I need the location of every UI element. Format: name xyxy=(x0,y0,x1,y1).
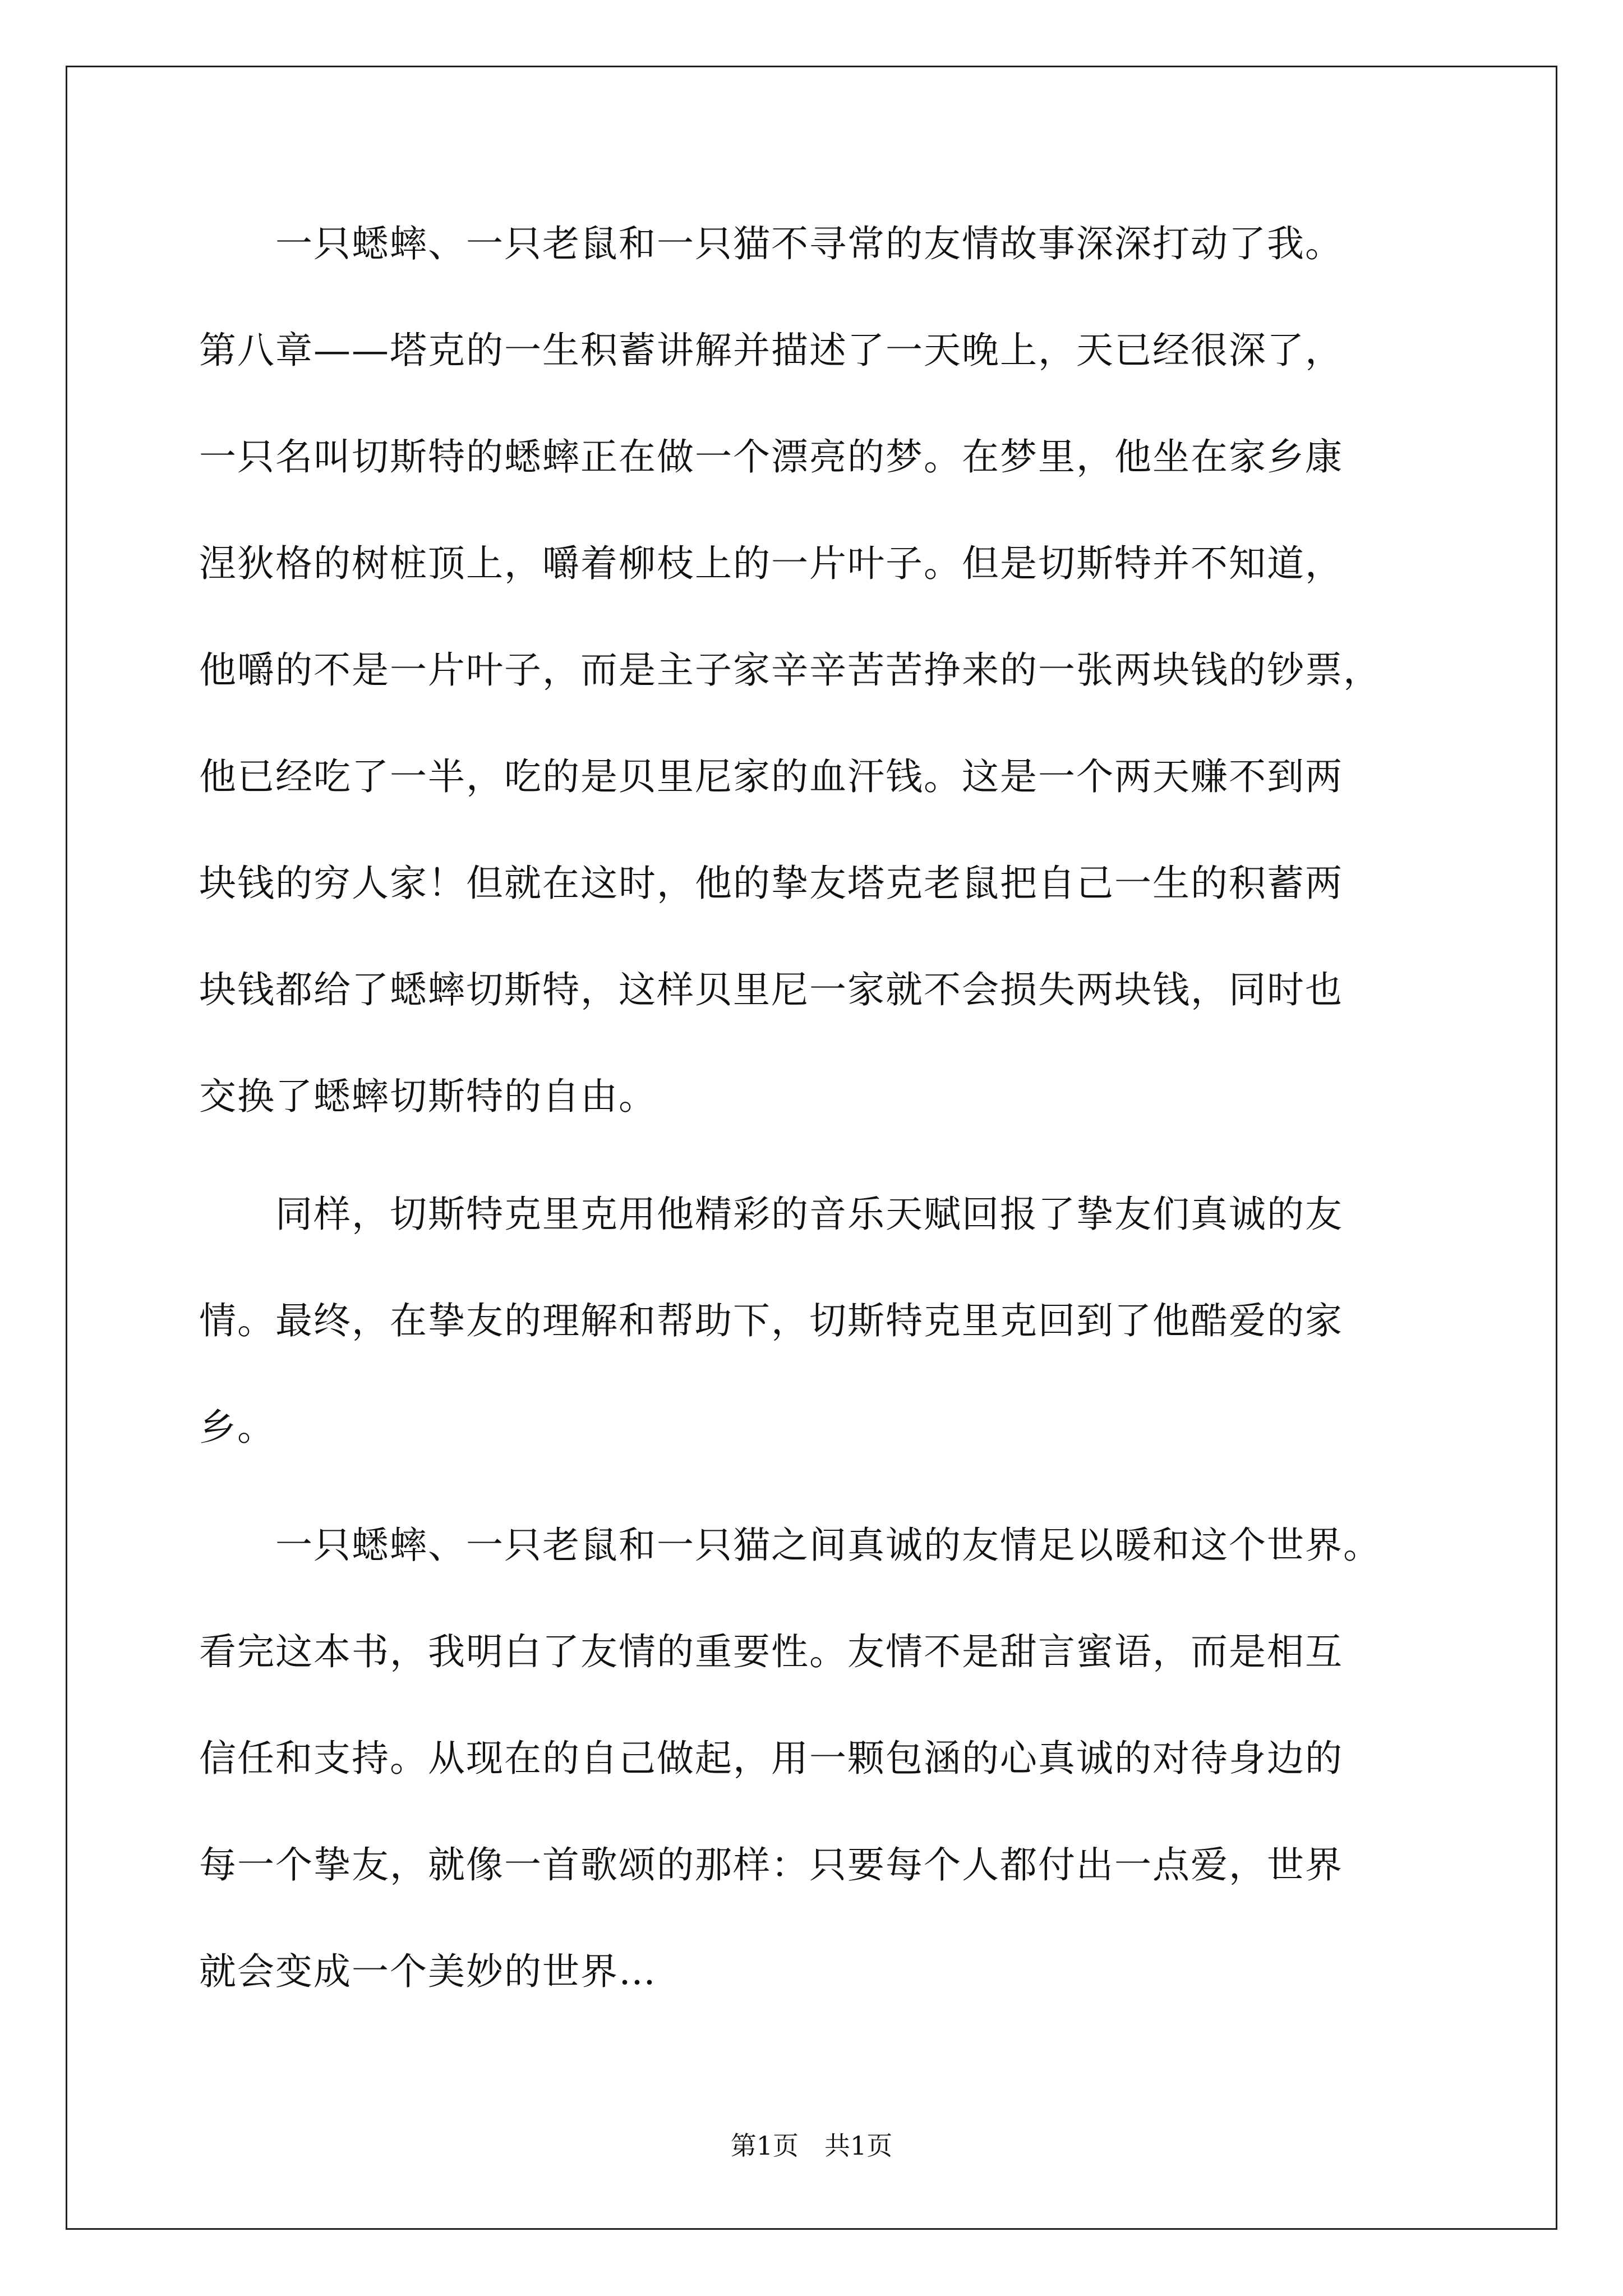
text-line: 交换了蟋蟀切斯特的自由。 xyxy=(199,1075,657,1118)
text-line: 他嚼的不是一片叶子，而是主子家辛辛苦苦挣来的一张两块钱的钞票， xyxy=(199,648,1381,692)
text-line: 乡。 xyxy=(199,1406,275,1449)
text-line: 一只名叫切斯特的蟋蟀正在做一个漂亮的梦。在梦里，他坐在家乡康 xyxy=(199,435,1343,478)
text-line: 一只蟋蟀、一只老鼠和一只猫之间真诚的友情足以暖和这个世界。 xyxy=(199,1524,1381,1567)
page-border xyxy=(66,66,1557,2230)
text-line: 涅狄格的树桩顶上，嚼着柳枝上的一片叶子。但是切斯特并不知道， xyxy=(199,542,1343,585)
page-footer: 第1页 共1页 xyxy=(730,2131,893,2161)
text-line: 第八章——塔克的一生积蓄讲解并描述了一天晚上，天已经很深了， xyxy=(199,329,1343,372)
text-line: 块钱都给了蟋蟀切斯特，这样贝里尼一家就不会损失两块钱，同时也 xyxy=(199,968,1343,1011)
text-line: 信任和支持。从现在的自己做起，用一颗包涵的心真诚的对待身边的 xyxy=(199,1737,1343,1780)
text-line: 他已经吃了一半，吃的是贝里尼家的血汗钱。这是一个两天赚不到两 xyxy=(199,755,1343,798)
text-line: 情。最终，在挚友的理解和帮助下，切斯特克里克回到了他酷爱的家 xyxy=(199,1299,1343,1342)
text-line: 就会变成一个美妙的世界… xyxy=(199,1950,657,1993)
text-line: 一只蟋蟀、一只老鼠和一只猫不寻常的友情故事深深打动了我。 xyxy=(199,222,1343,265)
text-line: 每一个挚友，就像一首歌颂的那样：只要每个人都付出一点爱，世界 xyxy=(199,1843,1343,1887)
text-line: 块钱的穷人家！但就在这时，他的挚友塔克老鼠把自己一生的积蓄两 xyxy=(199,862,1343,905)
text-line: 同样，切斯特克里克用他精彩的音乐天赋回报了挚友们真诚的友 xyxy=(199,1193,1343,1236)
text-line: 看完这本书，我明白了友情的重要性。友情不是甜言蜜语，而是相互 xyxy=(199,1630,1343,1673)
